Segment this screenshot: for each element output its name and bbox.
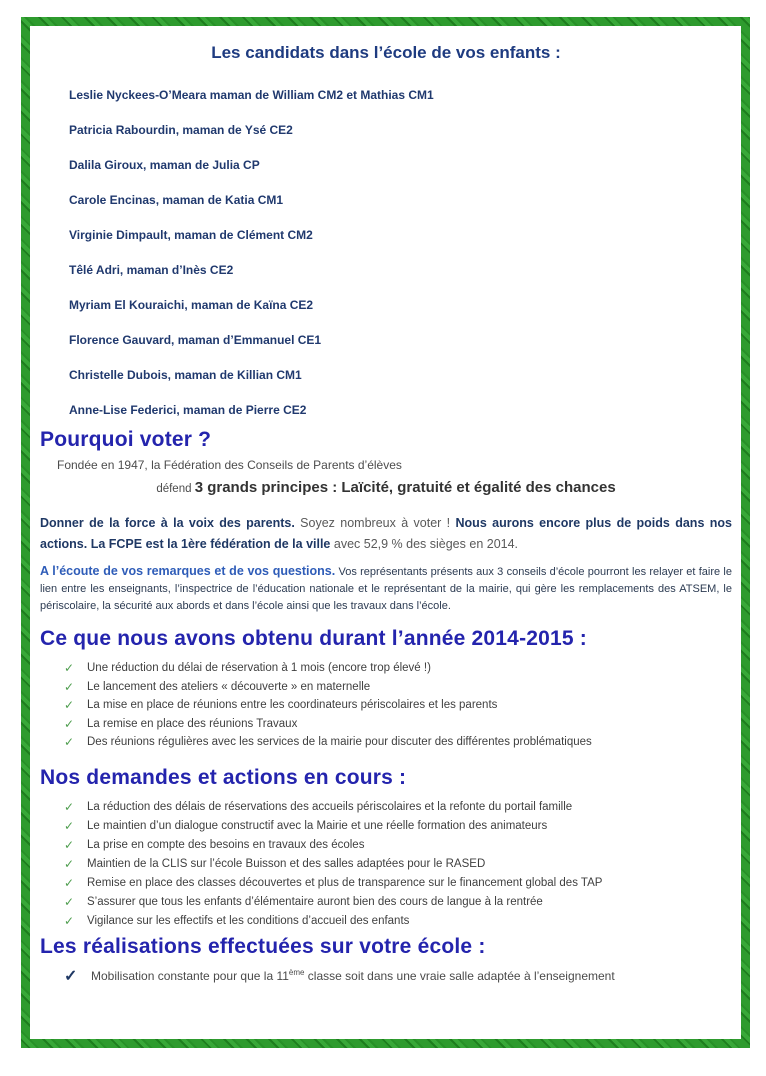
check-icon: ✓ (64, 679, 75, 694)
list-item (64, 912, 732, 931)
text-segment: Nous aurons encore plus de poids dans nos actions. La FCPE est la 1ère fédération de la ville (40, 516, 732, 551)
candidate-item: Myriam El Kouraichi, maman de Kaïna CE2 (69, 298, 314, 312)
superscript-eme: ème (288, 967, 305, 977)
text-segment: Soyez nombreux à voter ! (294, 516, 456, 530)
list-item (64, 798, 732, 817)
candidate-item: Anne-Lise Federici, maman de Pierre CE2 (69, 403, 307, 417)
list-item (64, 817, 732, 836)
list-item-text: Des réunions régulières avec les services de la mairie pour discuter des différentes problématiques (87, 736, 592, 748)
list-item-text: La remise en place des réunions Travaux (87, 717, 298, 730)
list-item-text: Le lancement des ateliers « découverte » en maternelle (87, 680, 371, 693)
check-icon: ✓ (64, 894, 75, 909)
candidate-item: Patricia Rabourdin, maman de Ysé CE2 (69, 123, 293, 137)
check-icon: ✓ (64, 735, 75, 749)
section-heading-realisations-ecole: Les réalisations effectuées sur votre école : (40, 934, 486, 958)
check-icon: ✓ (64, 913, 75, 928)
list-item (64, 696, 732, 715)
list-item (64, 874, 732, 893)
list-item-text: Maintien de la CLIS sur l’école Buisson et des salles adaptées pour le RASED (87, 857, 486, 870)
list-item (64, 836, 732, 855)
check-icon: ✓ (64, 799, 75, 814)
realisation-item (64, 968, 732, 985)
text-segment: Donner de la force à la voix des parents. (40, 516, 295, 530)
candidate-item: Christelle Dubois, maman de Killian CM1 (69, 368, 302, 382)
list-item (64, 715, 732, 734)
check-icon: ✓ (64, 967, 78, 985)
check-icon: ✓ (64, 716, 75, 731)
demandes-list (64, 798, 732, 931)
list-item-text: La mise en place de réunions entre les coordinateurs périscolaires et les parents (87, 699, 498, 711)
check-icon: ✓ (64, 661, 75, 675)
page-title: Les candidats dans l’école de vos enfants : (211, 43, 561, 62)
list-item (64, 733, 732, 752)
list-item-text: La prise en compte des besoins en travaux des écoles (87, 838, 365, 851)
list-item-text: Vigilance sur les effectifs et les conditions d’accueil des enfants (87, 914, 410, 927)
text-segment: défend (156, 483, 195, 495)
principles-bold-text: 3 grands principes : Laïcité, gratuité et égalité des chances (194, 479, 616, 496)
list-item (64, 893, 732, 912)
list-item-text: Une réduction du délai de réservation à 1 mois (encore trop élevé !) (87, 662, 431, 674)
section-heading-demandes-actions: Nos demandes et actions en cours : (40, 765, 407, 789)
candidate-item: Têlé Adri, maman d’Inès CE2 (69, 263, 234, 277)
flyer-content (30, 43, 741, 1056)
principles-line (40, 478, 732, 499)
text-segment: Mobilisation constante pour que la 11 (91, 968, 289, 983)
candidate-item: Virginie Dimpault, maman de Clément CM2 (69, 228, 313, 242)
candidate-item: Dalila Giroux, maman de Julia CP (69, 158, 260, 172)
candidate-item: Carole Encinas, maman de Katia CM1 (69, 193, 284, 207)
candidate-item: Leslie Nyckees-O’Meara maman de William CM2 et Mathias CM1 (69, 88, 434, 102)
check-icon: ✓ (64, 875, 75, 890)
check-icon: ✓ (64, 698, 75, 712)
list-item (64, 678, 732, 697)
text-segment: avec 52,9 % des sièges en 2014. (330, 537, 519, 551)
text-segment: classe soit dans une vraie salle adaptée à l’enseignement (304, 968, 615, 983)
text-segment: A l’écoute de vos remarques et de vos questions. (40, 564, 336, 578)
list-item (64, 855, 732, 874)
check-icon: ✓ (64, 818, 75, 833)
check-icon: ✓ (64, 856, 75, 871)
list-item-text: Remise en place des classes découvertes et plus de transparence sur le financement global des TAP (87, 876, 603, 889)
obtenu-list (64, 659, 732, 752)
list-item-text: S’assurer que tous les enfants d’élémentaire auront bien des cours de langue à la rentrée (87, 895, 543, 908)
list-item-text: Le maintien d’un dialogue constructif avec la Mairie et une réelle formation des animateurs (87, 819, 548, 832)
candidate-item: Florence Gauvard, maman d’Emmanuel CE1 (69, 333, 322, 347)
list-item-text (91, 968, 615, 985)
paragraph-ecoute-remarques (40, 563, 732, 615)
list-item (64, 659, 732, 678)
fcpe-intro-line: Fondée en 1947, la Fédération des Conseils de Parents d’élèves (57, 458, 402, 472)
decorative-green-border (21, 17, 750, 1048)
section-heading-obtenu-2014-2015: Ce que nous avons obtenu durant l’année 2014-2015 : (40, 627, 588, 650)
candidate-list (40, 88, 732, 417)
paragraph-force-voix-parents (40, 513, 732, 555)
text-segment: Vos représentants présents aux 3 conseils d’école pourront les relayer et faire le lien entre les enseignants, l’inspectrice de l’éducation nationale et le représentant de la mairie, qui gère les remplacements des ATSEM, le périscolaire, la sécurité aux abords et dans l’école ainsi que les travaux dans l’école. (40, 566, 732, 612)
list-item-text: La réduction des délais de réservations des accueils périscolaires et la refonte du portail famille (87, 800, 573, 813)
check-icon: ✓ (64, 837, 75, 852)
section-heading-pourquoi-voter: Pourquoi voter ? (40, 428, 212, 451)
